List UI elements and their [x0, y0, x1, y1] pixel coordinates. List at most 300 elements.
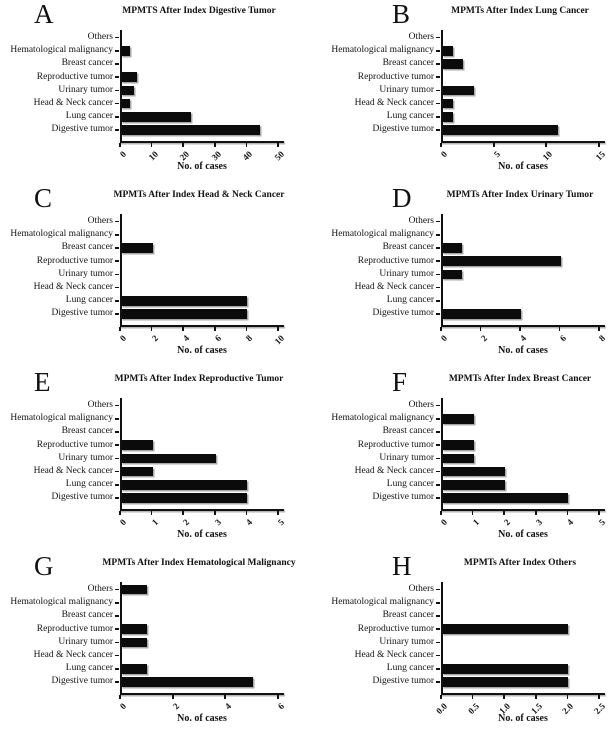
category-row — [304, 215, 608, 228]
category-label: Others — [408, 584, 434, 594]
category-row — [304, 609, 608, 622]
category-row — [0, 307, 304, 320]
panel-F — [304, 368, 608, 552]
category-label: Breast cancer — [61, 242, 113, 253]
category-row — [304, 97, 608, 110]
chart-title: MPMTs After Index Hematological Malignancy — [102, 558, 296, 568]
y-axis — [441, 582, 443, 695]
bar-digestive-tumor — [121, 677, 253, 687]
bar-reproductive-tumor — [121, 72, 137, 82]
x-tick — [503, 695, 505, 700]
category-tick — [115, 129, 119, 131]
category-tick — [115, 681, 119, 683]
x-tick-label: 4 — [565, 517, 576, 528]
x-tick — [598, 695, 600, 700]
category-label: Digestive tumor — [51, 676, 113, 687]
x-tick — [246, 511, 248, 516]
category-row — [304, 623, 608, 636]
category-row — [304, 583, 608, 596]
x-tick-label: 3 — [212, 517, 223, 528]
x-tick-label: 0.0 — [434, 701, 450, 717]
category-tick — [115, 274, 119, 276]
category-tick — [436, 668, 440, 670]
x-tick-label: 1.5 — [528, 701, 544, 717]
category-label: Breast cancer — [382, 58, 434, 69]
category-row — [304, 31, 608, 44]
category-row — [304, 649, 608, 662]
category-tick — [115, 300, 119, 302]
category-row — [304, 84, 608, 97]
x-tick-label: 6 — [557, 333, 568, 344]
x-tick-label: 15 — [593, 149, 608, 163]
category-label: Digestive tumor — [372, 308, 434, 319]
bar-urinary-tumor — [442, 86, 474, 96]
x-tick — [598, 143, 600, 148]
chart-title: MPMTS After Index Digestive Tumor — [122, 6, 276, 16]
x-tick-label: 5 — [596, 517, 608, 528]
category-tick — [436, 458, 440, 460]
x-tick-label: 0 — [117, 701, 129, 712]
category-label: Urinary tumor — [379, 636, 434, 647]
category-tick — [115, 668, 119, 670]
category-label: Digestive tumor — [51, 124, 113, 135]
category-row — [0, 268, 304, 281]
category-label: Breast cancer — [382, 426, 434, 437]
category-row — [304, 268, 608, 281]
category-tick — [115, 76, 119, 78]
x-axis — [120, 141, 284, 143]
category-label: Breast cancer — [382, 242, 434, 253]
category-tick — [115, 221, 119, 223]
category-label: Reproductive tumor — [357, 71, 434, 82]
category-row — [304, 491, 608, 504]
category-tick — [436, 602, 440, 604]
x-tick — [151, 511, 153, 516]
bar-urinary-tumor — [442, 454, 474, 464]
x-tick-label: 2 — [502, 517, 513, 528]
panel-G — [0, 552, 304, 736]
category-row — [304, 281, 608, 294]
x-tick-label: 4 — [244, 517, 255, 528]
category-label: Digestive tumor — [372, 492, 434, 503]
y-axis — [441, 30, 443, 143]
chart-title: MPMTs After Index Lung Cancer — [451, 6, 589, 16]
x-tick — [182, 143, 184, 148]
category-label: Urinary tumor — [58, 268, 113, 279]
category-row — [304, 452, 608, 465]
category-label: Lung cancer — [65, 479, 113, 490]
chart-title: MPMTs After Index Reproductive Tumor — [114, 374, 284, 384]
x-axis — [441, 325, 605, 327]
category-row — [304, 399, 608, 412]
x-tick-label: 2 — [170, 701, 181, 712]
category-row — [0, 294, 304, 307]
category-tick — [436, 589, 440, 591]
category-tick — [436, 681, 440, 683]
bar-hematological-malignancy — [442, 46, 453, 56]
y-axis — [120, 214, 122, 327]
category-row — [0, 412, 304, 425]
panel-letter-E: E — [34, 367, 51, 397]
x-axis-title: No. of cases — [498, 161, 548, 172]
category-row — [0, 609, 304, 622]
x-tick — [472, 511, 474, 516]
category-tick — [436, 444, 440, 446]
y-axis — [120, 398, 122, 511]
category-label: Breast cancer — [61, 610, 113, 621]
category-label: Breast cancer — [382, 610, 434, 621]
x-tick-label: 2.0 — [560, 701, 576, 717]
bar-others — [121, 585, 147, 595]
category-label: Digestive tumor — [51, 308, 113, 319]
category-tick — [436, 37, 440, 39]
category-row — [304, 294, 608, 307]
category-label: Head & Neck cancer — [33, 466, 113, 476]
category-row — [0, 71, 304, 84]
category-tick — [115, 313, 119, 315]
category-tick — [436, 615, 440, 617]
x-tick — [246, 143, 248, 148]
category-tick — [115, 37, 119, 39]
category-label: Digestive tumor — [51, 492, 113, 503]
category-label: Lung cancer — [65, 111, 113, 122]
x-axis-title: No. of cases — [177, 345, 227, 356]
category-label: Reproductive tumor — [357, 255, 434, 266]
category-tick — [115, 431, 119, 433]
x-tick — [277, 143, 279, 148]
category-tick — [115, 234, 119, 236]
category-tick — [436, 76, 440, 78]
category-row — [304, 465, 608, 478]
category-row — [0, 439, 304, 452]
x-tick — [535, 511, 537, 516]
bar-reproductive-tumor — [121, 440, 153, 450]
bar-reproductive-tumor — [442, 624, 568, 634]
bar-digestive-tumor — [121, 125, 260, 135]
category-tick — [436, 655, 440, 657]
bar-digestive-tumor — [442, 677, 568, 687]
x-tick-label: 20 — [177, 149, 192, 163]
category-label: Hematological malignancy — [331, 597, 434, 608]
category-tick — [115, 458, 119, 460]
category-label: Others — [87, 400, 113, 410]
category-label: Reproductive tumor — [36, 255, 113, 266]
x-tick-label: 6 — [212, 333, 223, 344]
category-label: Hematological malignancy — [10, 413, 113, 424]
x-tick-label: 0 — [438, 333, 450, 344]
x-tick-label: 8 — [596, 333, 608, 344]
x-axis-title: No. of cases — [177, 161, 227, 172]
x-tick-label: 1.0 — [497, 701, 513, 717]
x-tick-label: 0 — [438, 149, 450, 160]
x-tick — [246, 327, 248, 332]
category-label: Digestive tumor — [372, 124, 434, 135]
category-tick — [436, 50, 440, 52]
x-axis — [120, 325, 284, 327]
category-row — [304, 228, 608, 241]
category-label: Urinary tumor — [58, 636, 113, 647]
x-tick — [277, 695, 279, 700]
x-tick-label: 0.5 — [465, 701, 481, 717]
bar-lung-cancer — [121, 296, 247, 306]
x-tick — [119, 695, 121, 700]
x-tick-label: 4 — [517, 333, 529, 344]
category-label: Head & Neck cancer — [33, 98, 113, 108]
category-tick — [115, 50, 119, 52]
category-row — [0, 465, 304, 478]
bar-head-neck-cancer — [121, 99, 130, 109]
category-label: Others — [408, 216, 434, 226]
category-tick — [436, 103, 440, 105]
x-tick — [277, 511, 279, 516]
category-label: Others — [87, 32, 113, 42]
category-row — [304, 662, 608, 675]
category-label: Head & Neck cancer — [354, 466, 434, 476]
x-axis-title: No. of cases — [177, 529, 227, 540]
category-tick — [115, 655, 119, 657]
x-tick — [214, 327, 216, 332]
category-row — [0, 281, 304, 294]
x-tick — [472, 695, 474, 700]
category-tick — [436, 63, 440, 65]
x-tick — [519, 327, 521, 332]
category-tick — [115, 497, 119, 499]
category-row — [0, 452, 304, 465]
x-tick — [503, 511, 505, 516]
x-tick-label: 2.5 — [592, 701, 608, 717]
x-tick-label: 0 — [117, 517, 129, 528]
category-row — [304, 71, 608, 84]
category-tick — [115, 103, 119, 105]
y-axis — [441, 398, 443, 511]
category-label: Others — [408, 32, 434, 42]
category-label: Others — [87, 216, 113, 226]
category-tick — [436, 274, 440, 276]
category-row — [0, 57, 304, 70]
category-label: Urinary tumor — [58, 452, 113, 463]
category-row — [0, 215, 304, 228]
category-tick — [436, 418, 440, 420]
category-label: Reproductive tumor — [357, 623, 434, 634]
category-label: Head & Neck cancer — [354, 282, 434, 292]
x-tick — [567, 695, 569, 700]
bar-breast-cancer — [121, 243, 153, 253]
category-tick — [436, 287, 440, 289]
category-label: Reproductive tumor — [36, 439, 113, 450]
category-label: Lung cancer — [386, 295, 434, 306]
category-tick — [436, 405, 440, 407]
category-tick — [436, 247, 440, 249]
x-tick — [214, 511, 216, 516]
x-axis — [441, 141, 605, 143]
x-tick-label: 0 — [117, 333, 129, 344]
panel-letter-D: D — [392, 183, 412, 213]
category-row — [0, 123, 304, 136]
x-tick — [151, 327, 153, 332]
category-label: Head & Neck cancer — [354, 650, 434, 660]
category-row — [0, 662, 304, 675]
x-axis — [120, 693, 284, 695]
category-label: Others — [87, 584, 113, 594]
category-row — [0, 399, 304, 412]
category-tick — [115, 642, 119, 644]
y-axis — [120, 30, 122, 143]
x-tick-label: 1 — [149, 517, 160, 528]
category-tick — [115, 90, 119, 92]
category-row — [0, 636, 304, 649]
x-tick — [440, 327, 442, 332]
bar-urinary-tumor — [121, 86, 134, 96]
panel-letter-H: H — [392, 551, 412, 581]
x-tick — [119, 143, 121, 148]
category-label: Head & Neck cancer — [354, 98, 434, 108]
panel-E — [0, 368, 304, 552]
category-label: Urinary tumor — [379, 268, 434, 279]
category-label: Lung cancer — [65, 663, 113, 674]
bar-lung-cancer — [121, 480, 247, 490]
x-tick-label: 10 — [146, 149, 160, 163]
bar-digestive-tumor — [442, 125, 558, 135]
x-tick — [277, 327, 279, 332]
chart-title: MPMTs After Index Others — [463, 558, 577, 568]
panel-letter-C: C — [34, 183, 53, 213]
x-tick — [214, 143, 216, 148]
category-row — [304, 675, 608, 688]
bar-digestive-tumor — [442, 493, 568, 503]
x-axis-title: No. of cases — [498, 713, 548, 724]
category-label: Urinary tumor — [379, 452, 434, 463]
category-label: Hematological malignancy — [331, 413, 434, 424]
category-row — [0, 228, 304, 241]
category-tick — [115, 589, 119, 591]
x-tick-label: 10 — [540, 149, 555, 163]
chart-title: MPMTs After Index Breast Cancer — [448, 374, 592, 384]
category-row — [0, 84, 304, 97]
bar-digestive-tumor — [121, 309, 247, 319]
category-tick — [436, 221, 440, 223]
x-axis-title: No. of cases — [498, 345, 548, 356]
x-tick — [535, 695, 537, 700]
category-row — [304, 307, 608, 320]
category-label: Lung cancer — [65, 295, 113, 306]
panel-letter-G: G — [34, 551, 54, 581]
x-axis-title: No. of cases — [177, 713, 227, 724]
category-row — [304, 241, 608, 254]
category-row — [304, 412, 608, 425]
category-label: Head & Neck cancer — [33, 650, 113, 660]
category-tick — [436, 642, 440, 644]
category-tick — [436, 234, 440, 236]
x-tick — [559, 327, 561, 332]
category-row — [0, 583, 304, 596]
category-label: Reproductive tumor — [36, 71, 113, 82]
bar-lung-cancer — [121, 664, 147, 674]
category-label: Hematological malignancy — [331, 229, 434, 240]
category-row — [0, 97, 304, 110]
category-tick — [115, 471, 119, 473]
category-label: Hematological malignancy — [331, 45, 434, 56]
category-tick — [436, 129, 440, 131]
x-tick — [598, 327, 600, 332]
category-row — [304, 425, 608, 438]
bar-lung-cancer — [442, 480, 505, 490]
x-tick-label: 0 — [438, 517, 450, 528]
category-row — [0, 649, 304, 662]
category-row — [0, 675, 304, 688]
x-tick-label: 6 — [275, 701, 287, 712]
bar-hematological-malignancy — [121, 46, 130, 56]
category-tick — [115, 63, 119, 65]
category-row — [304, 110, 608, 123]
category-tick — [115, 602, 119, 604]
x-tick — [182, 511, 184, 516]
category-tick — [115, 484, 119, 486]
panel-H — [304, 552, 608, 736]
bar-digestive-tumor — [442, 309, 521, 319]
panel-D — [304, 184, 608, 368]
category-tick — [436, 300, 440, 302]
category-row — [304, 123, 608, 136]
category-tick — [115, 615, 119, 617]
category-row — [0, 596, 304, 609]
category-tick — [436, 90, 440, 92]
category-tick — [436, 116, 440, 118]
category-row — [0, 31, 304, 44]
category-row — [304, 636, 608, 649]
bar-breast-cancer — [442, 59, 463, 69]
category-tick — [115, 247, 119, 249]
bar-urinary-tumor — [442, 270, 462, 280]
category-row — [0, 491, 304, 504]
panel-letter-F: F — [392, 367, 408, 397]
category-tick — [115, 405, 119, 407]
category-label: Lung cancer — [386, 111, 434, 122]
x-tick-label: 5 — [491, 149, 502, 160]
category-label: Breast cancer — [61, 58, 113, 69]
category-row — [304, 439, 608, 452]
bar-urinary-tumor — [121, 454, 216, 464]
category-row — [0, 425, 304, 438]
category-label: Hematological malignancy — [10, 229, 113, 240]
x-axis — [120, 509, 284, 511]
x-tick — [172, 695, 174, 700]
category-row — [304, 255, 608, 268]
x-tick — [182, 327, 184, 332]
y-axis — [120, 582, 122, 695]
panel-C — [0, 184, 304, 368]
category-row — [0, 478, 304, 491]
bar-urinary-tumor — [121, 638, 147, 648]
category-tick — [115, 260, 119, 262]
x-tick-label: 5 — [275, 517, 287, 528]
bar-breast-cancer — [442, 243, 462, 253]
category-tick — [436, 313, 440, 315]
category-tick — [436, 484, 440, 486]
x-tick-label: 10 — [272, 333, 287, 347]
x-tick — [440, 143, 442, 148]
category-tick — [115, 287, 119, 289]
category-row — [0, 44, 304, 57]
bar-reproductive-tumor — [442, 256, 561, 266]
category-label: Digestive tumor — [372, 676, 434, 687]
category-label: Others — [408, 400, 434, 410]
x-axis — [441, 693, 605, 695]
x-tick — [119, 327, 121, 332]
category-label: Head & Neck cancer — [33, 282, 113, 292]
category-label: Breast cancer — [61, 426, 113, 437]
bar-head-neck-cancer — [442, 99, 453, 109]
category-label: Reproductive tumor — [36, 623, 113, 634]
